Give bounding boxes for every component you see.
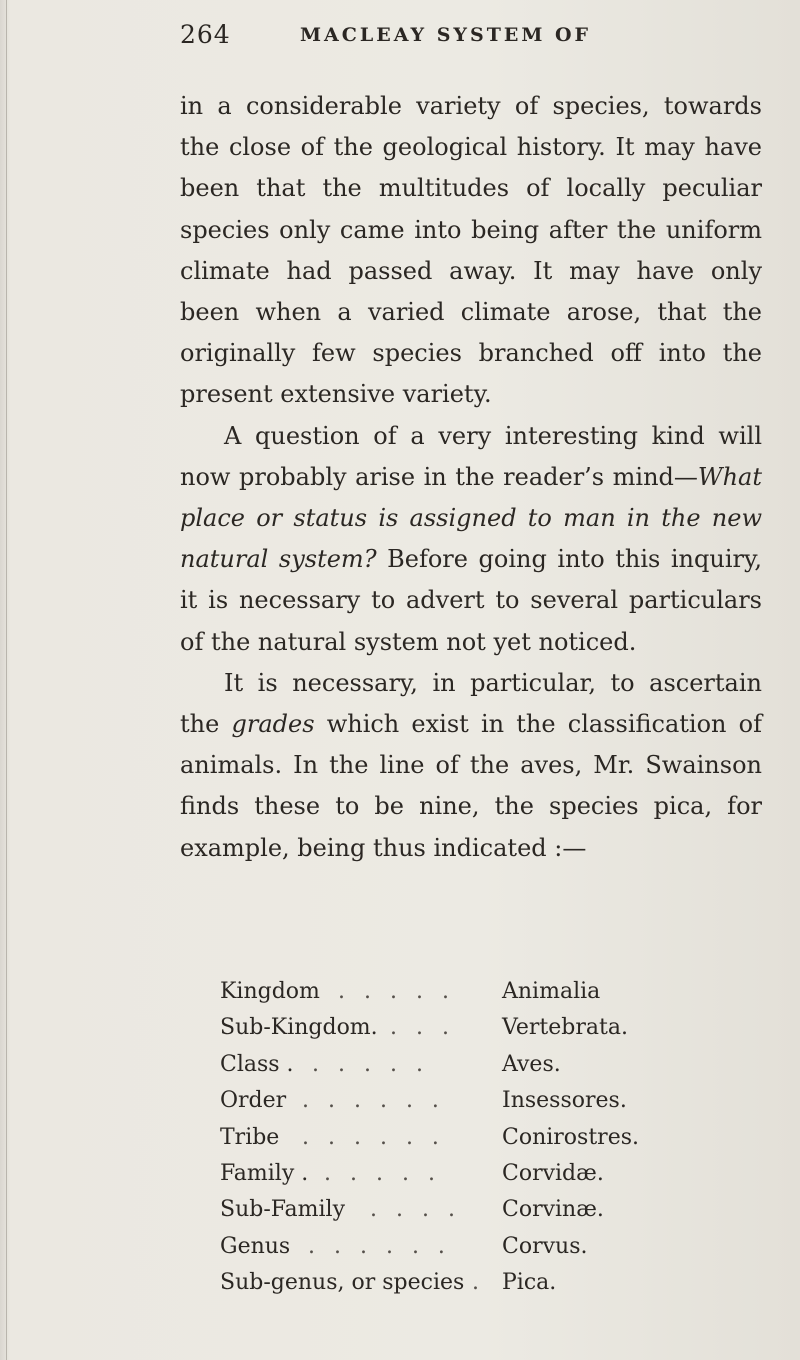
taxon-name: Insessores. [502,1088,627,1114]
page-number: 264 [180,20,231,49]
classification-row [220,1229,740,1265]
classification-row [220,1192,740,1228]
taxon-name: Aves. [502,1051,561,1077]
leader-dots: . . . [390,1015,455,1041]
leader-dots: . . . . . . [302,1088,445,1114]
body-text [180,86,762,869]
paragraph-2 [180,416,762,663]
paragraph-2-lead: A question of a very interesting kind will now probably arise in the reader’s mind— [180,421,762,491]
leader-dots: . . . . . . [308,1233,451,1259]
paragraph-3-italic: grades [231,710,315,739]
classification-row [220,1083,740,1119]
classification-row [220,974,740,1010]
page-gutter [6,0,7,1360]
classification-row [220,1047,740,1083]
rank-label: Genus [220,1233,291,1259]
taxon-name: Pica. [502,1270,557,1296]
paragraph-2-italic: What place or status is assigned to man in the new natural system? [180,462,762,574]
paragraph-3 [180,663,762,869]
taxon-name: Corvidæ. [502,1160,604,1186]
rank-label: Kingdom [220,979,320,1004]
leader-dots: . . . . . [324,1160,441,1186]
taxon-name: Conirostres. [502,1124,639,1150]
leader-dots: . . . . [370,1197,461,1223]
paragraph-2-tail: Before going into this inquiry, it is necessary to advert to several particulars of the natural system not yet noticed. [180,545,762,656]
leader-dots: . [472,1270,485,1296]
rank-label: Class . [220,1051,294,1077]
rank-label: Sub-Family [220,1197,346,1223]
taxon-name: Corvus. [502,1233,588,1259]
taxon-name: Corvinæ. [502,1197,604,1223]
rank-label: Sub-genus, or species [220,1270,465,1296]
page-header [180,20,780,60]
leader-dots: . . . . . . [302,1124,445,1150]
paragraph-3-lead: It is necessary, in particular, to ascertain the [180,668,762,739]
rank-label: Tribe [220,1124,280,1150]
classification-row [220,1265,740,1301]
rank-label: Family . [220,1160,309,1186]
classification-row [220,1156,740,1192]
classification-row [220,1120,740,1156]
leader-dots: . . . . . [312,1051,429,1077]
taxon-name: Vertebrata. [502,1015,628,1041]
taxon-name: Animalia [502,979,601,1004]
rank-label: Order [220,1088,287,1114]
paragraph-1: in a considerable variety of species, towards the close of the geological history. It may have been that the multitudes of locally peculiar species only came into being after the uniform climate had passed away. It may have only been when a varied climate arose, that the originally few species branched off into the present extensive variety. [180,92,762,409]
rank-label: Sub-Kingdom. [220,1015,378,1041]
running-head: MACLEAY SYSTEM OF [300,24,592,46]
leader-dots: . . . . . [338,979,455,1004]
classification-list [220,974,740,1302]
classification-row [220,1010,740,1046]
paragraph-3-tail: which exist in the classification of animals. In the line of the aves, Mr. Swainson finds these to be nine, the species pica, for example, being thus indicated :— [180,710,762,862]
